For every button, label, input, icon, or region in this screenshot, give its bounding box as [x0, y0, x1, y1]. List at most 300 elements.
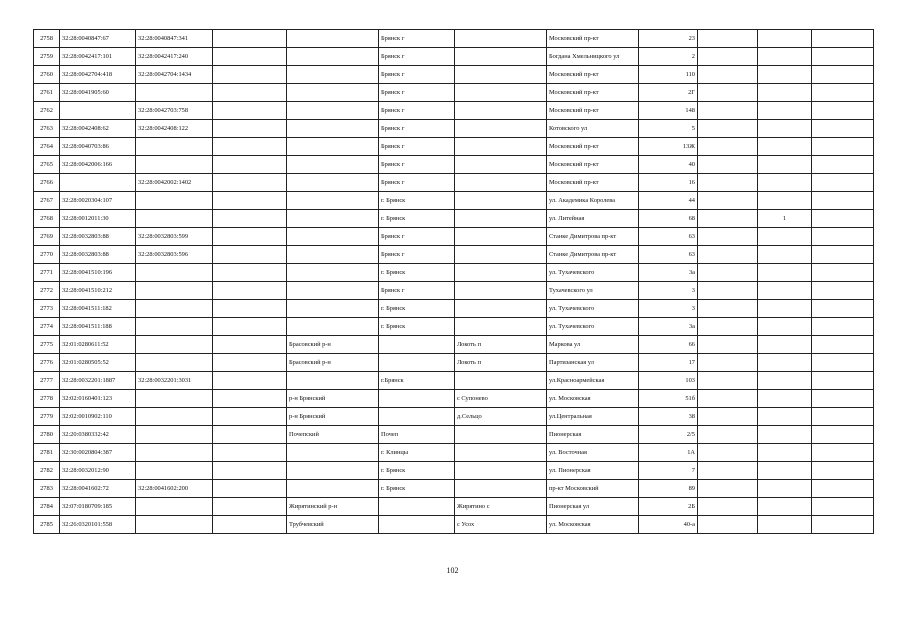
table-cell: [136, 264, 213, 282]
table-cell: 40: [639, 156, 698, 174]
table-cell: [287, 66, 379, 84]
table-cell: [213, 426, 287, 444]
table-cell: [698, 480, 758, 498]
table-cell: [287, 372, 379, 390]
table-cell: г. Брянск: [379, 300, 455, 318]
table-cell: [758, 390, 812, 408]
table-cell: [698, 138, 758, 156]
table-cell: [136, 282, 213, 300]
table-cell: Локоть п: [455, 354, 547, 372]
table-cell: [455, 444, 547, 462]
table-cell: 17: [639, 354, 698, 372]
table-cell: Почепский: [287, 426, 379, 444]
table-cell: 63: [639, 246, 698, 264]
table-cell: Московский пр-кт: [547, 66, 639, 84]
table-row: [34, 516, 874, 534]
table-cell: [379, 498, 455, 516]
table-cell: [812, 66, 874, 84]
table-cell: [758, 138, 812, 156]
table-cell: 2: [639, 48, 698, 66]
table-row: [34, 408, 874, 426]
table-cell: 2770: [34, 246, 60, 264]
table-cell: 2765: [34, 156, 60, 174]
table-cell: 32:02:0160401:123: [60, 390, 136, 408]
table-cell: Брянск г: [379, 66, 455, 84]
table-cell: [758, 444, 812, 462]
table-cell: 32:28:0042704:418: [60, 66, 136, 84]
table-cell: [136, 84, 213, 102]
table-row: [34, 300, 874, 318]
table-cell: [698, 516, 758, 534]
table-cell: [455, 48, 547, 66]
table-cell: [213, 480, 287, 498]
table-cell: 32:01:0280505:52: [60, 354, 136, 372]
table-cell: [812, 480, 874, 498]
table-cell: [455, 66, 547, 84]
table-cell: [812, 354, 874, 372]
table-cell: [287, 444, 379, 462]
table-cell: 2763: [34, 120, 60, 138]
table-cell: [758, 228, 812, 246]
table-cell: Брянск г: [379, 228, 455, 246]
table-cell: [812, 390, 874, 408]
table-cell: [455, 138, 547, 156]
table-cell: [698, 48, 758, 66]
table-cell: г. Брянск: [379, 210, 455, 228]
table-cell: [60, 102, 136, 120]
table-cell: 2778: [34, 390, 60, 408]
table-row: [34, 66, 874, 84]
table-cell: Брянск г: [379, 48, 455, 66]
table-cell: [758, 282, 812, 300]
table-cell: 2769: [34, 228, 60, 246]
table-cell: 23: [639, 30, 698, 48]
table-cell: [812, 228, 874, 246]
table-cell: [287, 318, 379, 336]
table-cell: Брянск г: [379, 138, 455, 156]
table-cell: 2781: [34, 444, 60, 462]
table-cell: 32:28:0042408:62: [60, 120, 136, 138]
table-cell: [287, 246, 379, 264]
table-cell: [758, 84, 812, 102]
table-cell: [812, 210, 874, 228]
table-cell: [136, 408, 213, 426]
table-cell: [812, 498, 874, 516]
table-cell: [136, 210, 213, 228]
table-cell: 32:28:0032803:88: [60, 228, 136, 246]
table-cell: [213, 336, 287, 354]
table-cell: 2780: [34, 426, 60, 444]
table-cell: [455, 192, 547, 210]
table-cell: [698, 300, 758, 318]
table-cell: [213, 354, 287, 372]
table-cell: г. Брянск: [379, 264, 455, 282]
table-cell: 32:28:0040703:86: [60, 138, 136, 156]
table-cell: [287, 228, 379, 246]
table-cell: 32:28:0041511:182: [60, 300, 136, 318]
table-cell: 32:28:0032803:596: [136, 246, 213, 264]
table-cell: [812, 444, 874, 462]
table-row: [34, 174, 874, 192]
table-cell: [136, 354, 213, 372]
table-cell: [287, 138, 379, 156]
table-cell: [698, 336, 758, 354]
table-cell: [213, 30, 287, 48]
table-cell: ул. Московская: [547, 516, 639, 534]
table-row: [34, 228, 874, 246]
table-cell: 110: [639, 66, 698, 84]
table-cell: 32:02:0010902:110: [60, 408, 136, 426]
table-cell: 2773: [34, 300, 60, 318]
table-cell: Московский пр-кт: [547, 138, 639, 156]
table-cell: [287, 102, 379, 120]
table-cell: [379, 516, 455, 534]
table-cell: [758, 48, 812, 66]
table-cell: [698, 498, 758, 516]
table-cell: [213, 102, 287, 120]
table-cell: [455, 480, 547, 498]
table-cell: [812, 318, 874, 336]
table-cell: Жирятино с: [455, 498, 547, 516]
table-cell: [455, 372, 547, 390]
table-cell: Трубчевский: [287, 516, 379, 534]
table-cell: 1: [758, 210, 812, 228]
table-cell: [758, 192, 812, 210]
table-cell: 3а: [639, 264, 698, 282]
table-cell: [213, 84, 287, 102]
table-cell: [213, 390, 287, 408]
table-cell: 16: [639, 174, 698, 192]
table-cell: [698, 408, 758, 426]
table-cell: ул. Московская: [547, 390, 639, 408]
table-cell: [698, 228, 758, 246]
table-cell: [698, 246, 758, 264]
table-cell: 2779: [34, 408, 60, 426]
table-cell: Пионерская: [547, 426, 639, 444]
table-cell: 2776: [34, 354, 60, 372]
table-cell: [213, 120, 287, 138]
table-cell: Брянск г: [379, 120, 455, 138]
table-cell: [213, 444, 287, 462]
table-cell: [758, 498, 812, 516]
table-row: [34, 426, 874, 444]
table-cell: [455, 462, 547, 480]
table-cell: р-н Брянский: [287, 408, 379, 426]
table-row: [34, 30, 874, 48]
table-cell: [455, 282, 547, 300]
table-cell: [812, 48, 874, 66]
table-cell: 2783: [34, 480, 60, 498]
table-cell: [455, 264, 547, 282]
table-row: [34, 264, 874, 282]
table-cell: 32:28:0032803:88: [60, 246, 136, 264]
table-cell: [287, 210, 379, 228]
table-cell: [136, 444, 213, 462]
table-cell: [812, 84, 874, 102]
table-cell: 32:30:0020804:387: [60, 444, 136, 462]
table-cell: [698, 354, 758, 372]
table-cell: [455, 426, 547, 444]
table-cell: 2766: [34, 174, 60, 192]
table-cell: [213, 498, 287, 516]
table-cell: 32:28:0032201:3031: [136, 372, 213, 390]
table-cell: [758, 426, 812, 444]
table-cell: [287, 120, 379, 138]
table-cell: 2761: [34, 84, 60, 102]
table-cell: [812, 336, 874, 354]
table-cell: Брянск г: [379, 30, 455, 48]
table-row: [34, 48, 874, 66]
table-row: [34, 120, 874, 138]
table-cell: [812, 372, 874, 390]
table-cell: [812, 426, 874, 444]
table-cell: 2764: [34, 138, 60, 156]
table-cell: ул. Тухачевского: [547, 264, 639, 282]
table-cell: [213, 246, 287, 264]
table-cell: [136, 300, 213, 318]
table-cell: Брянск г: [379, 246, 455, 264]
table-cell: [698, 156, 758, 174]
table-cell: [758, 156, 812, 174]
table-row: [34, 192, 874, 210]
table-cell: Брасовский р-н: [287, 336, 379, 354]
table-cell: 32:26:0320101:558: [60, 516, 136, 534]
table-cell: 32:28:0032803:599: [136, 228, 213, 246]
table-cell: [698, 192, 758, 210]
table-cell: [758, 66, 812, 84]
table-cell: 32:28:0042006:166: [60, 156, 136, 174]
table-cell: Локоть п: [455, 336, 547, 354]
table-cell: [698, 390, 758, 408]
table-cell: [213, 48, 287, 66]
table-cell: [60, 174, 136, 192]
table-cell: [455, 156, 547, 174]
table-cell: [287, 282, 379, 300]
table-cell: 32:28:0041510:196: [60, 264, 136, 282]
table-cell: [455, 120, 547, 138]
table-cell: 2775: [34, 336, 60, 354]
table-cell: Брянск г: [379, 282, 455, 300]
table-cell: 32:28:0042002:1402: [136, 174, 213, 192]
table-cell: [812, 282, 874, 300]
table-cell: [213, 138, 287, 156]
table-cell: 1А: [639, 444, 698, 462]
table-row: [34, 444, 874, 462]
table-cell: 32:28:0041602:72: [60, 480, 136, 498]
table-row: [34, 318, 874, 336]
table-cell: [758, 102, 812, 120]
table-cell: [213, 156, 287, 174]
table-cell: 89: [639, 480, 698, 498]
table-cell: [136, 156, 213, 174]
table-cell: Брасовский р-н: [287, 354, 379, 372]
table-cell: 32:28:0042417:101: [60, 48, 136, 66]
table-cell: [698, 174, 758, 192]
table-cell: [812, 156, 874, 174]
table-cell: 32:28:0012011:30: [60, 210, 136, 228]
table-cell: [758, 462, 812, 480]
table-cell: 2771: [34, 264, 60, 282]
table-cell: [136, 516, 213, 534]
table-cell: [758, 480, 812, 498]
table-cell: 32:28:0041511:188: [60, 318, 136, 336]
table-cell: 2Г: [639, 84, 698, 102]
table-cell: [213, 372, 287, 390]
table-cell: [213, 516, 287, 534]
table-cell: 3: [639, 300, 698, 318]
table-cell: [758, 120, 812, 138]
table-cell: Брянск г: [379, 156, 455, 174]
table-cell: [213, 174, 287, 192]
table-body: [34, 30, 874, 534]
table-cell: Маркова ул: [547, 336, 639, 354]
table-cell: [136, 138, 213, 156]
page-number: 102: [446, 566, 459, 575]
table-cell: [455, 228, 547, 246]
table-cell: [698, 372, 758, 390]
table-cell: ул. Восточная: [547, 444, 639, 462]
table-cell: [136, 426, 213, 444]
table-cell: [698, 30, 758, 48]
table-cell: [287, 30, 379, 48]
table-cell: [812, 516, 874, 534]
table-cell: 32:20:0380332:42: [60, 426, 136, 444]
table-cell: Станке Димитрова пр-кт: [547, 228, 639, 246]
table-cell: [812, 174, 874, 192]
table-cell: [698, 444, 758, 462]
table-cell: [698, 282, 758, 300]
table-cell: 32:28:0040847:67: [60, 30, 136, 48]
table-cell: [213, 192, 287, 210]
table-cell: [213, 282, 287, 300]
table-cell: [136, 318, 213, 336]
table-cell: [379, 408, 455, 426]
table-cell: [379, 336, 455, 354]
table-cell: г. Брянск: [379, 318, 455, 336]
table-cell: ул. Пионерская: [547, 462, 639, 480]
table-cell: 32:28:0042408:122: [136, 120, 213, 138]
table-cell: 32:28:0020304:107: [60, 192, 136, 210]
table-cell: г. Брянск: [379, 480, 455, 498]
table-cell: [758, 174, 812, 192]
table-cell: [812, 102, 874, 120]
table-cell: 68: [639, 210, 698, 228]
table-cell: пр-кт Московский: [547, 480, 639, 498]
table-cell: 63: [639, 228, 698, 246]
table-cell: с Супонево: [455, 390, 547, 408]
table-cell: [758, 264, 812, 282]
table-cell: [758, 372, 812, 390]
table-cell: [455, 84, 547, 102]
table-cell: [758, 318, 812, 336]
table-cell: г. Клинцы: [379, 444, 455, 462]
table-cell: 5: [639, 120, 698, 138]
table-cell: 2785: [34, 516, 60, 534]
table-cell: [812, 408, 874, 426]
table-cell: [758, 354, 812, 372]
table-cell: [287, 174, 379, 192]
table-cell: [758, 516, 812, 534]
table-cell: [758, 336, 812, 354]
table-cell: [455, 318, 547, 336]
table-cell: [213, 210, 287, 228]
data-table: [33, 29, 874, 534]
table-cell: Московский пр-кт: [547, 174, 639, 192]
table-cell: [136, 462, 213, 480]
table-cell: [287, 84, 379, 102]
table-row: [34, 354, 874, 372]
table-cell: 32:28:0042417:240: [136, 48, 213, 66]
table-cell: 32:28:0040847:341: [136, 30, 213, 48]
table-cell: 32:28:0032201:1887: [60, 372, 136, 390]
table-row: [34, 138, 874, 156]
table-row: [34, 102, 874, 120]
table-cell: [287, 192, 379, 210]
table-cell: Московский пр-кт: [547, 156, 639, 174]
table-cell: [455, 30, 547, 48]
table-cell: 32:07:0180709:185: [60, 498, 136, 516]
table-cell: [213, 318, 287, 336]
table-cell: [379, 390, 455, 408]
table-cell: [758, 300, 812, 318]
table-cell: 32:28:0041510:212: [60, 282, 136, 300]
table-row: [34, 156, 874, 174]
table-cell: [213, 300, 287, 318]
table-cell: Московский пр-кт: [547, 30, 639, 48]
table-cell: 32:28:0041602:200: [136, 480, 213, 498]
table-cell: Котовского ул: [547, 120, 639, 138]
table-cell: [213, 408, 287, 426]
table-cell: [287, 462, 379, 480]
table-cell: [758, 408, 812, 426]
table-cell: Партизанская ул: [547, 354, 639, 372]
table-cell: [287, 264, 379, 282]
table-row: [34, 462, 874, 480]
table-cell: [812, 300, 874, 318]
table-cell: д.Сельцо: [455, 408, 547, 426]
table-cell: г.Брянск: [379, 372, 455, 390]
table-cell: [455, 246, 547, 264]
table-cell: 44: [639, 192, 698, 210]
table-cell: [698, 264, 758, 282]
table-cell: р-н Брянский: [287, 390, 379, 408]
table-cell: [287, 156, 379, 174]
table-cell: ул.Центральная: [547, 408, 639, 426]
table-cell: Жирятинский р-н: [287, 498, 379, 516]
table-row: [34, 246, 874, 264]
table-cell: 2767: [34, 192, 60, 210]
table-cell: [698, 462, 758, 480]
table-cell: 3: [639, 282, 698, 300]
table-cell: [136, 336, 213, 354]
table-cell: Станке Димитрова пр-кт: [547, 246, 639, 264]
table-row: [34, 336, 874, 354]
table-cell: Брянск г: [379, 174, 455, 192]
table-cell: с Усох: [455, 516, 547, 534]
table-cell: [698, 426, 758, 444]
table-cell: [287, 480, 379, 498]
table-row: [34, 480, 874, 498]
table-cell: [287, 300, 379, 318]
table-row: [34, 498, 874, 516]
table-cell: 13Ж: [639, 138, 698, 156]
table-row: [34, 372, 874, 390]
table-cell: 103: [639, 372, 698, 390]
table-cell: ул. Тухачевского: [547, 300, 639, 318]
table-cell: Московский пр-кт: [547, 84, 639, 102]
table-row: [34, 390, 874, 408]
table-cell: [213, 66, 287, 84]
